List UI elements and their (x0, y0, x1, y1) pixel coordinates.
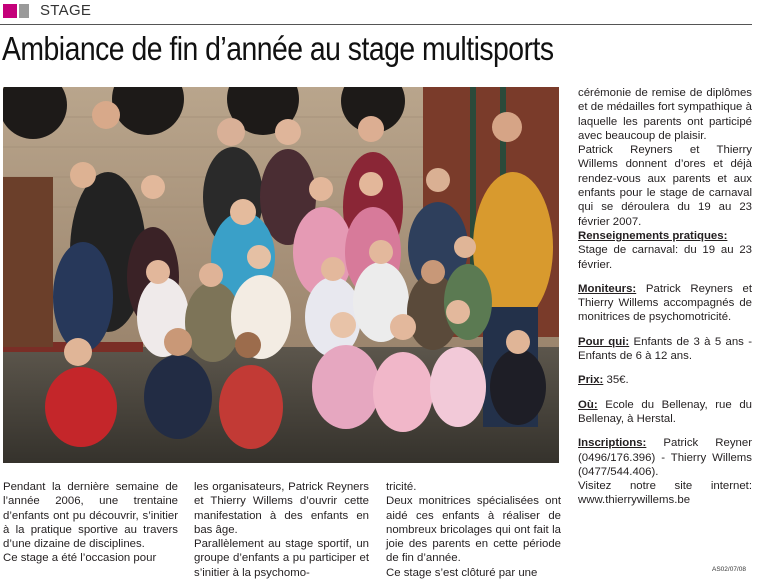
info-label: Prix: (578, 374, 604, 387)
info-location (578, 398, 752, 427)
website-note: Visitez notre site internet: www.thierrywillems.be (578, 480, 752, 507)
paragraph: Pendant la dernière semaine de l’année 2006, une trentaine d’enfants ont pu découvrir, s’initier à la pratique sportive au travers d’une dizaine de disciplines. (3, 481, 178, 551)
paragraph: tricité. (386, 481, 417, 493)
info-audience (578, 335, 752, 364)
info-value: 35€. (606, 374, 629, 387)
info-value: Patrick Reyners et Thierry Willems accompagnés de monitrices de psychomotricité. (578, 282, 752, 324)
section-header (0, 0, 752, 26)
info-heading: Renseignements pratiques: (578, 229, 728, 242)
info-monitors (578, 282, 752, 325)
section-marker-icon (3, 4, 17, 18)
info-registration (578, 436, 752, 479)
article-column-1 (3, 480, 178, 566)
info-label: Où: (578, 398, 598, 411)
info-value: Patrick Reyner (0496/176.396) - Thierry Willems (0477/544.406). (578, 437, 753, 478)
paragraph: Ce stage s’est clôturé par une (386, 566, 538, 579)
paragraph: Deux monitrices spécialisées ont aidé ces enfants à réaliser de nombreux bricolages qui ont fait la joie des parents en cette période de fin d’année. (386, 495, 561, 565)
section-label: STAGE (40, 2, 92, 19)
info-label: Pour qui: (578, 335, 630, 348)
page-reference: AS02/07/08 (712, 566, 746, 573)
section-divider (0, 24, 752, 25)
article-column-2 (194, 480, 369, 580)
paragraph: Patrick Reyners et Thierry Willems donnent d’ores et déjà rendez-vous aux parents et aux enfants pour le stage de carnaval qui se déroulera du 19 au 23 février 2007. (578, 144, 752, 228)
info-price (578, 373, 752, 387)
info-label: Inscriptions: (578, 437, 647, 450)
paragraph: Ce stage a été l’occasion pour (3, 552, 157, 565)
article-column-4 (578, 86, 752, 508)
info-value: Enfants de 3 à 5 ans - Enfants de 6 à 12 ans. (578, 335, 753, 363)
section-marker-secondary-icon (19, 4, 29, 18)
info-dates: Stage de carnaval: du 19 au 23 février. (578, 244, 752, 271)
group-photo (3, 87, 559, 463)
paragraph: cérémonie de remise de diplômes et de médailles fort sympathique à laquelle les parents ont participé avec beaucoup de plaisir. (578, 87, 752, 142)
article-headline: Ambiance de fin d’année au stage multisports (2, 30, 554, 67)
info-label: Moniteurs: (578, 282, 637, 295)
paragraph: Parallèlement au stage sportif, un groupe d’enfants a pu participer et s’initier à la psychomo- (194, 538, 369, 579)
info-value: Ecole du Bellenay, rue du Bellenay, à Herstal. (578, 398, 753, 425)
article-column-3 (386, 480, 561, 580)
paragraph: les organisateurs, Patrick Reyners et Thierry Willems d’ouvrir cette manifestation à des enfants en bas âge. (194, 481, 369, 536)
